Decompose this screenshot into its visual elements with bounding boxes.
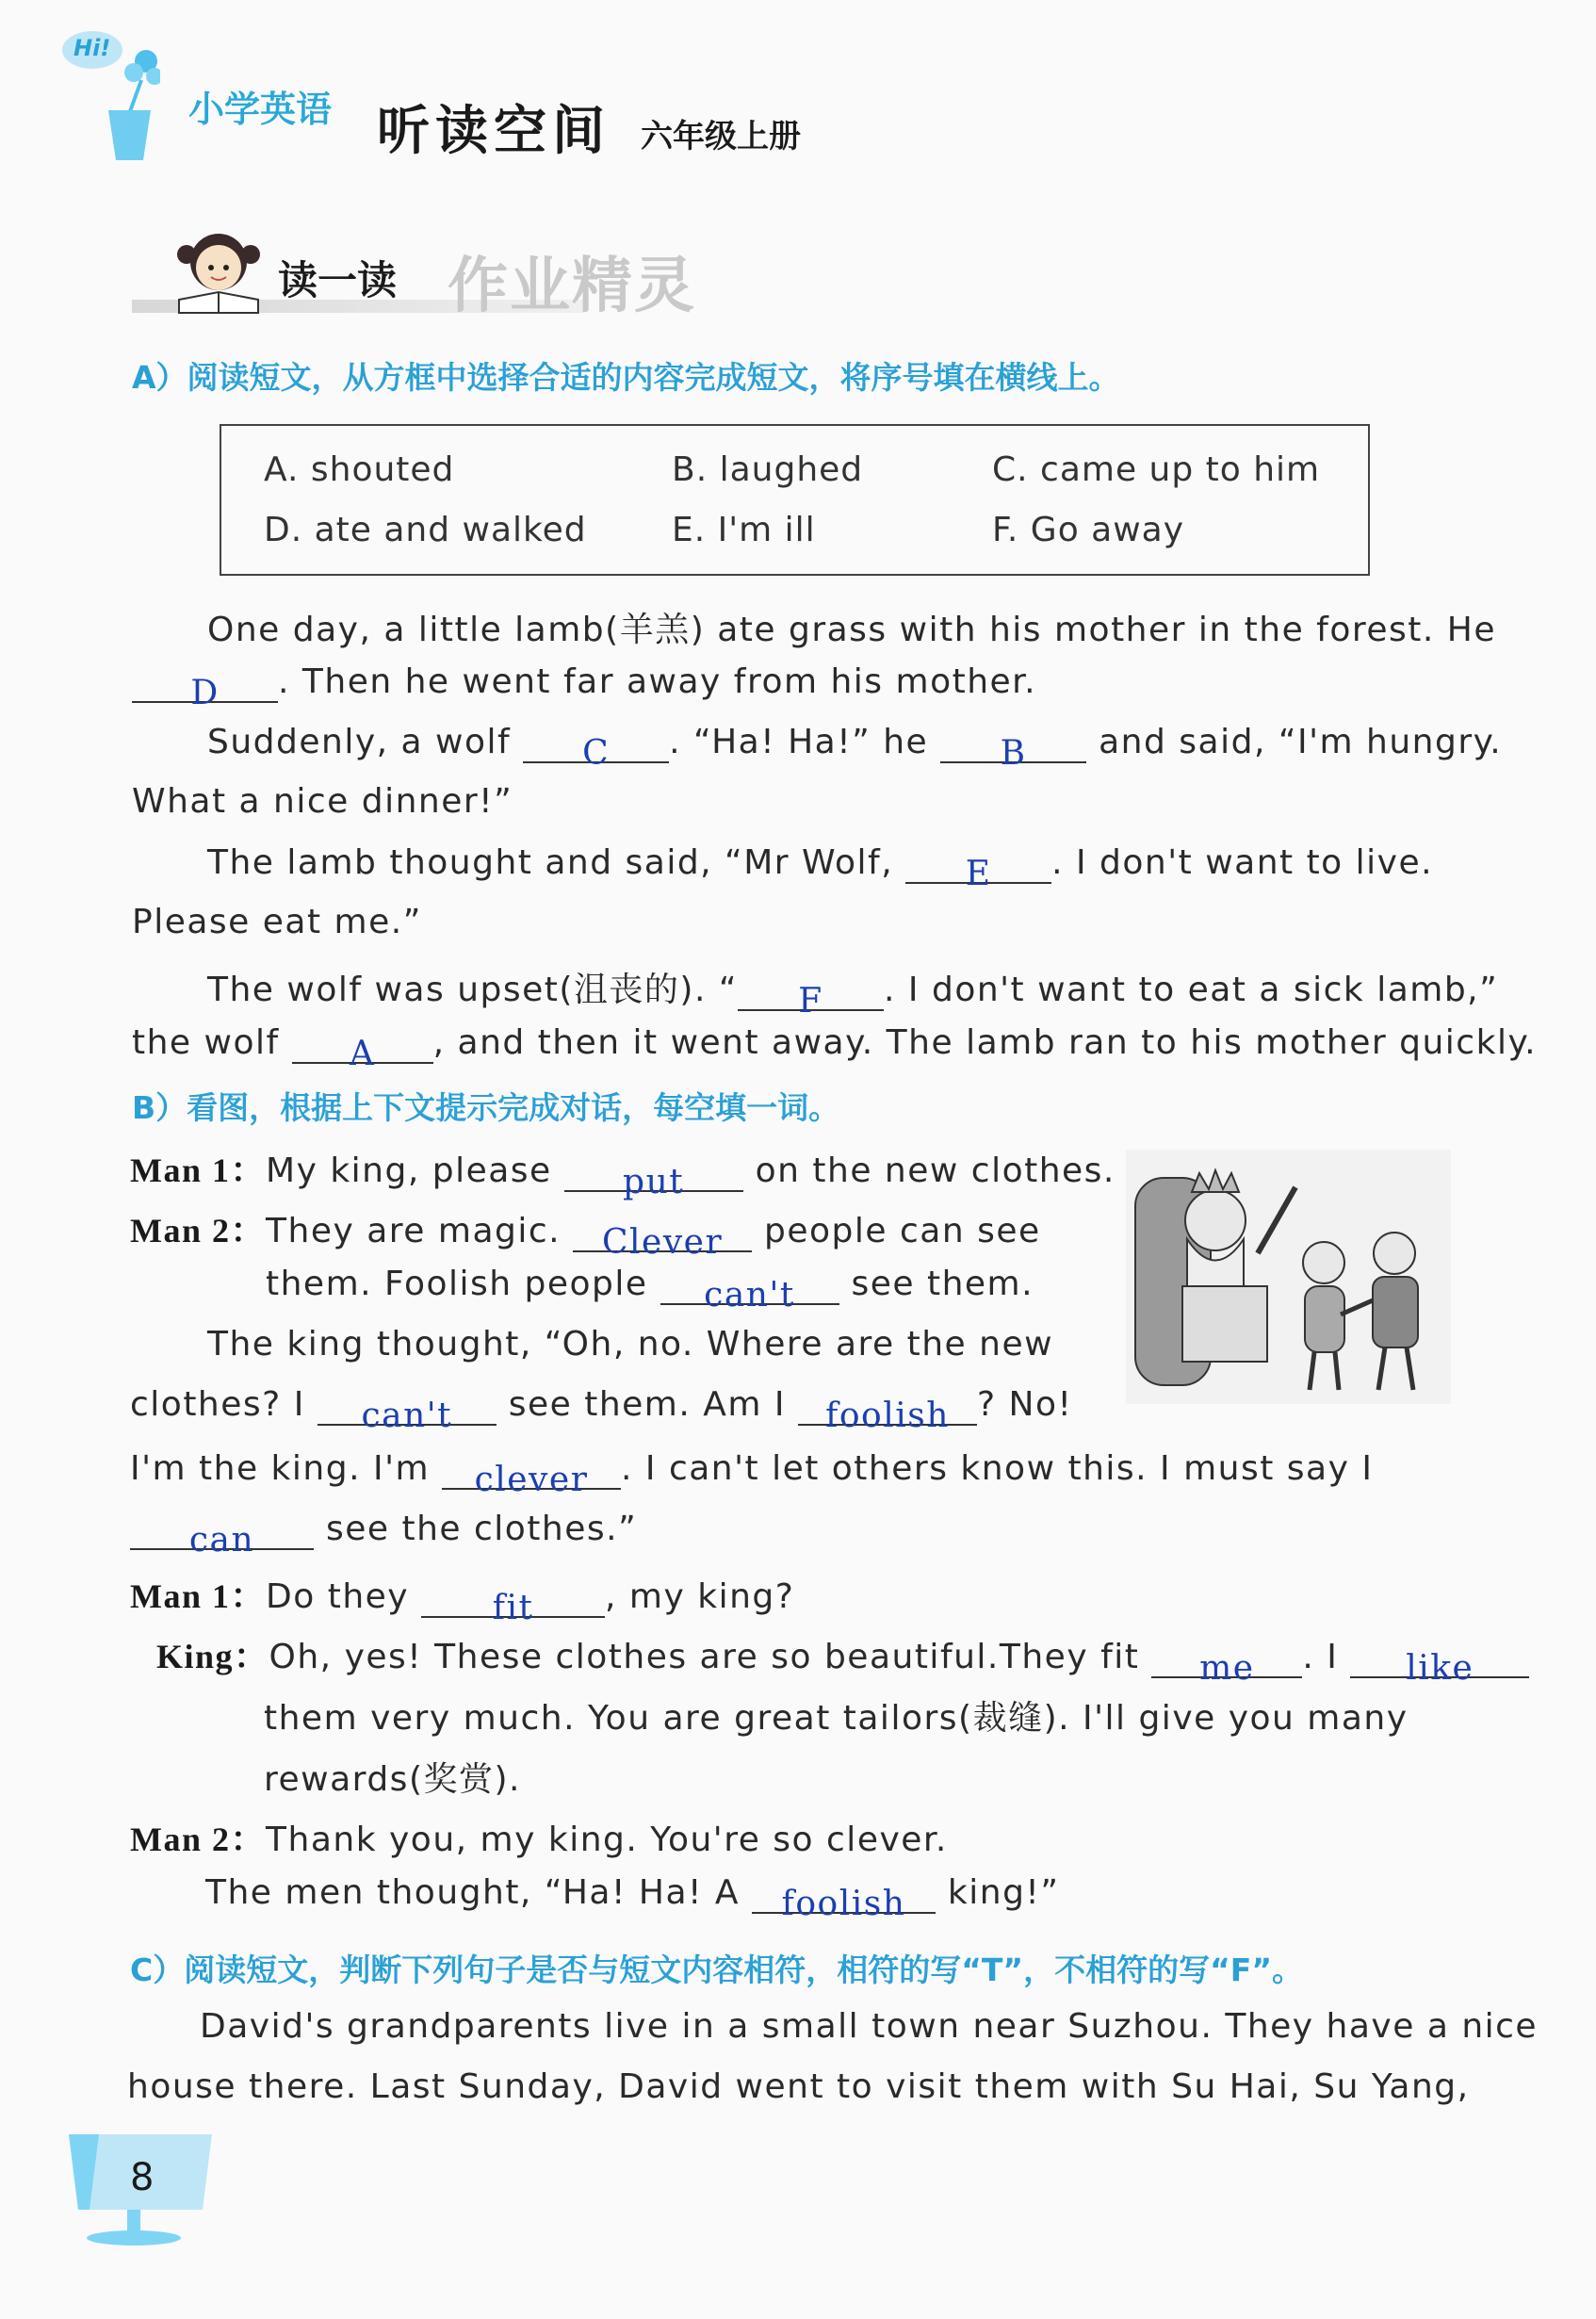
- answer: foolish: [825, 1396, 950, 1435]
- text: , my king?: [605, 1577, 795, 1616]
- page-number: 8: [130, 2156, 155, 2199]
- answer-blank[interactable]: [132, 662, 278, 712]
- answer: A: [349, 1035, 376, 1073]
- story-line: [207, 603, 1496, 651]
- text: The men thought, “Ha! Ha! A: [205, 1873, 740, 1912]
- answer: fit: [492, 1589, 534, 1627]
- text: David's grandparents live in a small town near Suzhou. They have a nice: [200, 2007, 1539, 2046]
- answer: can't: [361, 1396, 453, 1435]
- speaker-man-2: Man 2：: [130, 1821, 267, 1858]
- part-b-instruction: B）看图，根据上下文提示完成对话，每空填一词。: [132, 1089, 840, 1126]
- text: rewards(奖赏).: [264, 1760, 521, 1799]
- answer-blank[interactable]: [318, 1385, 497, 1435]
- option-e: E. I'm ill: [672, 511, 816, 549]
- dialogue-line: [264, 1691, 1409, 1739]
- story-line: [132, 662, 1037, 712]
- speaker-king: King：: [156, 1638, 269, 1675]
- answer-blank[interactable]: [442, 1449, 621, 1499]
- answer-blank[interactable]: [523, 723, 669, 773]
- text: Thank you, my king. You're so clever.: [266, 1821, 948, 1859]
- answer: C: [582, 734, 611, 773]
- answer-blank[interactable]: [940, 723, 1086, 773]
- answer-blank[interactable]: [738, 971, 884, 1021]
- answer-blank[interactable]: [130, 1510, 314, 1560]
- text: The lamb thought and said, “Mr Wolf,: [207, 843, 894, 882]
- text: , and then it went away. The lamb ran to his mother quickly.: [432, 1023, 1538, 1062]
- answer-blank[interactable]: [660, 1265, 839, 1315]
- answer-blank[interactable]: [752, 1873, 936, 1923]
- answer-blank[interactable]: [1151, 1638, 1302, 1688]
- series-name: 小学英语: [188, 89, 333, 130]
- answer-blank[interactable]: [798, 1385, 977, 1435]
- text: One day, a little lamb(羊羔) ate grass with his mother in the forest. He: [207, 611, 1497, 649]
- answer-blank[interactable]: [905, 843, 1051, 893]
- passage-line: [200, 2007, 1538, 2046]
- text: see the clothes.”: [325, 1510, 638, 1548]
- passage-line: [127, 2067, 1470, 2106]
- text: king!”: [947, 1873, 1060, 1912]
- text: the wolf: [132, 1023, 280, 1062]
- text: . I don't want to eat a sick lamb,”: [884, 971, 1499, 1009]
- text: Do they: [266, 1577, 410, 1616]
- speaker-man-1: Man 1：: [130, 1151, 267, 1189]
- text: them. Foolish people: [266, 1265, 648, 1303]
- text: people can see: [764, 1212, 1041, 1250]
- text: The wolf was upset(沮丧的). “: [207, 971, 739, 1009]
- story-line: [207, 963, 1499, 1021]
- answer: D: [190, 674, 220, 712]
- answer: can't: [704, 1276, 795, 1315]
- answer: F: [798, 982, 823, 1021]
- girl-reading-icon: [170, 226, 273, 324]
- answer: like: [1406, 1649, 1474, 1688]
- answer: put: [623, 1163, 685, 1201]
- speaker-man-2: Man 2：: [130, 1212, 267, 1249]
- book-title: 听读空间: [377, 101, 611, 162]
- header: [57, 24, 1564, 184]
- answer-blank[interactable]: [564, 1151, 743, 1201]
- answer-blank[interactable]: [421, 1577, 605, 1627]
- dialogue-line: [266, 1265, 1034, 1315]
- text: . I can't let others know this. I must say I: [621, 1449, 1374, 1488]
- watermark: 作业精灵: [448, 252, 696, 321]
- text: My king, please: [266, 1151, 552, 1190]
- text: . I: [1302, 1638, 1339, 1676]
- text: What a nice dinner!”: [132, 782, 513, 821]
- dialogue-line: [264, 1753, 521, 1801]
- section-title: 读一读: [278, 257, 398, 303]
- part-a-instruction: A）阅读短文，从方框中选择合适的内容完成短文，将序号填在横线上。: [132, 359, 1120, 396]
- text: The king thought, “Oh, no. Where are the new: [207, 1325, 1054, 1364]
- dialogue-line: [130, 1510, 638, 1560]
- answer: me: [1199, 1649, 1255, 1688]
- text: . Then he went far away from his mother.: [278, 662, 1037, 701]
- king-illustration: [1126, 1150, 1451, 1404]
- text: see them.: [851, 1265, 1034, 1303]
- text: I'm the king. I'm: [130, 1449, 431, 1488]
- part-c-instruction: C）阅读短文，判断下列句子是否与短文内容相符，相符的写“T”，不相符的写“F”。: [130, 1952, 1304, 1988]
- dialogue-line: [130, 1204, 1041, 1262]
- answer: clever: [474, 1461, 589, 1499]
- text: and said, “I'm hungry.: [1099, 723, 1503, 761]
- grade-label: 六年级上册: [641, 118, 801, 155]
- text: see them. Am I: [508, 1385, 787, 1424]
- text: ? No!: [976, 1385, 1073, 1424]
- story-line: [207, 843, 1434, 893]
- answer-blank[interactable]: [1350, 1638, 1529, 1688]
- story-line: [132, 782, 513, 821]
- answer: Clever: [601, 1223, 724, 1262]
- story-line: [132, 1023, 1538, 1073]
- option-b: B. laughed: [672, 450, 864, 489]
- text: . “Ha! Ha!” he: [669, 723, 929, 761]
- badge: Hi!: [73, 35, 111, 61]
- text: Please eat me.”: [132, 903, 422, 941]
- text: . I don't want to live.: [1051, 843, 1434, 882]
- answer: B: [1000, 734, 1027, 773]
- text: Suddenly, a wolf: [207, 723, 512, 761]
- text: them very much. You are great tailors(裁缝). I'll give you many: [264, 1699, 1409, 1738]
- speaker-man-1: Man 1：: [130, 1577, 267, 1615]
- options-box: [220, 424, 1370, 576]
- option-f: F. Go away: [992, 511, 1185, 549]
- dialogue-line: [130, 1144, 1116, 1201]
- dialogue-line: [207, 1325, 1053, 1364]
- dialogue-line: [130, 1385, 1073, 1435]
- text: on the new clothes.: [755, 1151, 1116, 1190]
- answer-blank[interactable]: [292, 1023, 433, 1073]
- dialogue-line: [205, 1873, 1060, 1923]
- option-c: C. came up to him: [992, 450, 1321, 489]
- dialogue-line: [130, 1813, 948, 1861]
- answer-blank[interactable]: [573, 1212, 752, 1262]
- answer: E: [965, 855, 992, 893]
- text: Oh, yes! These clothes are so beautiful.They fit: [269, 1638, 1140, 1676]
- text: house there. Last Sunday, David went to visit them with Su Hai, Su Yang,: [127, 2067, 1470, 2106]
- section-header: [132, 226, 744, 330]
- dialogue-line: [156, 1630, 1529, 1688]
- option-d: D. ate and walked: [264, 511, 587, 549]
- answer: foolish: [781, 1885, 906, 1923]
- story-line: [132, 903, 422, 941]
- text: clothes? I: [130, 1385, 305, 1424]
- dialogue-line: [130, 1570, 795, 1627]
- story-line: [207, 723, 1503, 773]
- option-a: A. shouted: [264, 450, 455, 489]
- answer: can: [188, 1521, 255, 1560]
- dialogue-line: [130, 1449, 1374, 1499]
- text: They are magic.: [266, 1212, 562, 1250]
